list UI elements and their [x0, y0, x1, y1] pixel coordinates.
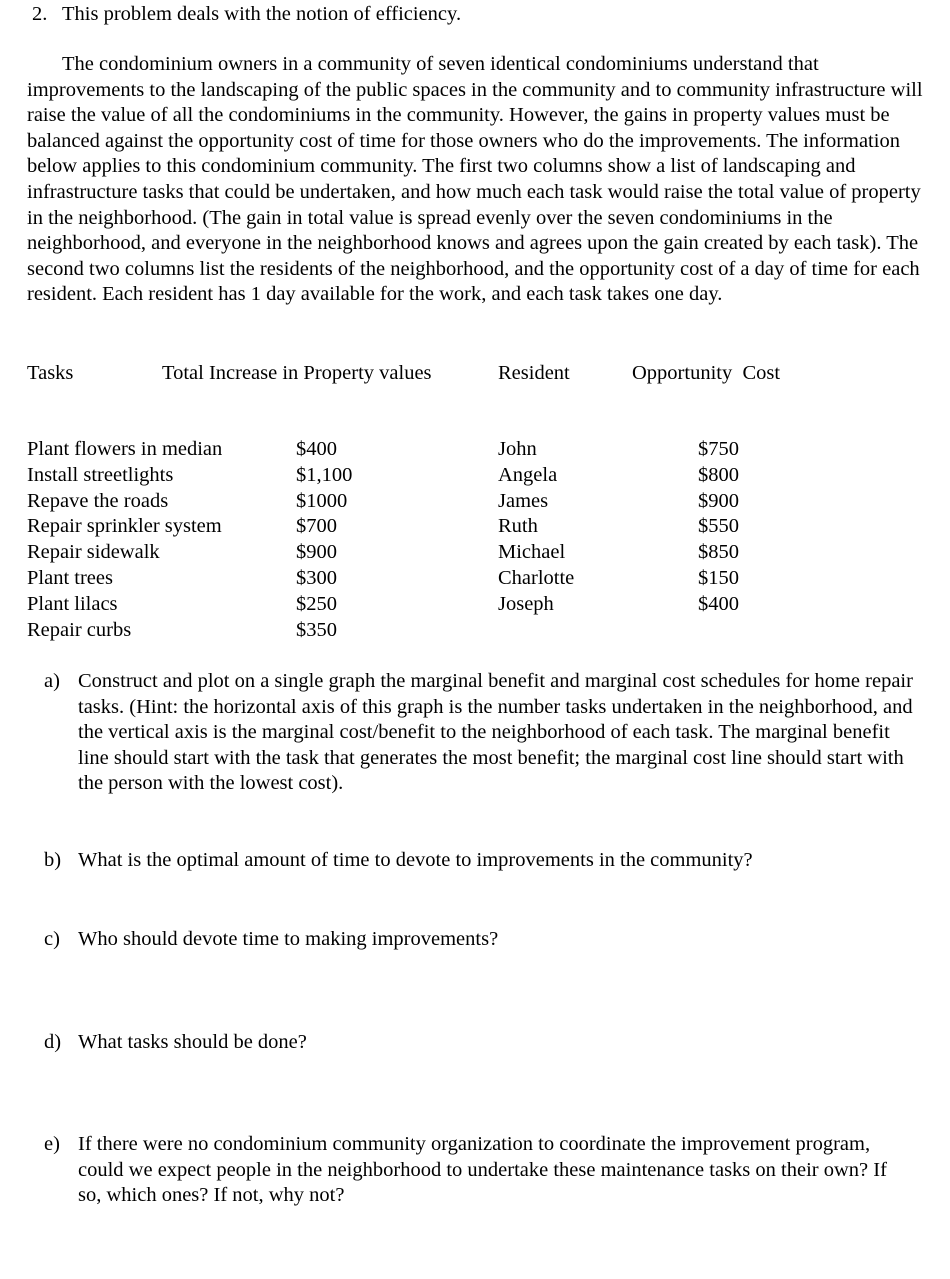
resident-name: Charlotte — [498, 566, 575, 589]
resident-name: John — [498, 438, 537, 460]
question-d — [44, 1030, 914, 1056]
resident-cost: $550 — [698, 515, 739, 538]
resident-name: Joseph — [498, 592, 554, 615]
resident-cost: $900 — [698, 489, 739, 512]
task-name: Plant trees — [27, 566, 113, 589]
resident-name: Michael — [498, 541, 566, 564]
intro-section — [27, 52, 927, 308]
header-resident: Resident — [498, 362, 570, 384]
task-value: $350 — [296, 618, 337, 641]
values-column — [296, 437, 352, 643]
task-name: Install streetlights — [27, 463, 174, 486]
task-value: $400 — [296, 438, 337, 460]
question-text: What tasks should be done? — [78, 1031, 307, 1053]
resident-name: Angela — [498, 463, 558, 486]
task-value: $1,100 — [296, 463, 353, 486]
task-name: Repair sprinkler system — [27, 515, 222, 538]
task-value: $250 — [296, 592, 337, 615]
question-label: e) — [44, 1133, 60, 1155]
resident-cost: $150 — [698, 566, 739, 589]
residents-column — [498, 437, 574, 618]
task-value: $900 — [296, 541, 337, 564]
tasks-column — [27, 437, 222, 643]
question-text: If there were no condominium community organization to coordinate the improvement program, could we expect people in the neighborhood to undertake these maintenance tasks on their own? If so, which ones? If not, why not? — [78, 1133, 887, 1207]
question-label: d) — [44, 1031, 62, 1053]
resident-name: Ruth — [498, 515, 538, 538]
resident-name: James — [498, 489, 549, 512]
question-label: b) — [44, 849, 62, 871]
intro-paragraph: The condominium owners in a community of seven identical condominiums understand that improvements to the landscaping of the public spaces in the community and to community infrastructure will raise the value of all the condominiums in the community. However, the gains in property values must be balanced against the opportunity cost of time for those owners who do the improvements. The information below applies to this condominium community. The first two columns show a list of landscaping and infrastructure tasks that could be undertaken, and how much each task would raise the total value of property in the neighborhood. (The gain in total value is spread evenly over the seven condominiums in the neighborhood, and everyone in the neighborhood knows and agrees upon the gain created by each task). The second two columns list the residents of the neighborhood, and the opportunity cost of a day of time for each resident. Each resident has 1 day available for the work, and each task takes one day. — [27, 53, 923, 306]
task-value: $300 — [296, 566, 337, 589]
task-name: Repair sidewalk — [27, 541, 160, 564]
question-text: Construct and plot on a single graph the marginal benefit and marginal cost schedules for home repair tasks. (Hint: the horizontal axis of this graph is the number tasks undertaken in the neighborhood, and the vertical axis is the marginal cost/benefit to the neighborhood of each task. The marginal benefit line should start with the task that generates the most benefit; the marginal cost line should start with the person with the lowest cost). — [78, 670, 913, 795]
task-name: Repave the roads — [27, 489, 169, 512]
question-text: Who should devote time to making improvements? — [78, 928, 499, 950]
question-b — [44, 848, 914, 874]
costs-column — [698, 437, 739, 618]
problem-heading — [32, 2, 461, 28]
task-name: Plant flowers in median — [27, 438, 223, 460]
task-name: Plant lilacs — [27, 592, 118, 615]
question-label: a) — [44, 670, 60, 692]
task-value: $1000 — [296, 489, 348, 512]
problem-number: 2. — [32, 3, 48, 25]
header-opportunity-cost: Opportunity Cost — [632, 362, 781, 384]
task-name: Repair curbs — [27, 618, 132, 641]
header-tasks: Tasks — [27, 362, 74, 384]
task-value: $700 — [296, 515, 337, 538]
question-label: c) — [44, 928, 60, 950]
question-text: What is the optimal amount of time to devote to improvements in the community? — [78, 849, 753, 871]
header-total-increase: Total Increase in Property values — [162, 362, 432, 384]
resident-cost: $850 — [698, 541, 739, 564]
resident-cost: $750 — [698, 438, 739, 460]
question-a — [44, 669, 914, 797]
question-c — [44, 927, 914, 953]
question-e — [44, 1132, 914, 1209]
problem-heading-text: This problem deals with the notion of efficiency. — [62, 3, 462, 25]
resident-cost: $400 — [698, 592, 739, 615]
resident-cost: $800 — [698, 463, 739, 486]
